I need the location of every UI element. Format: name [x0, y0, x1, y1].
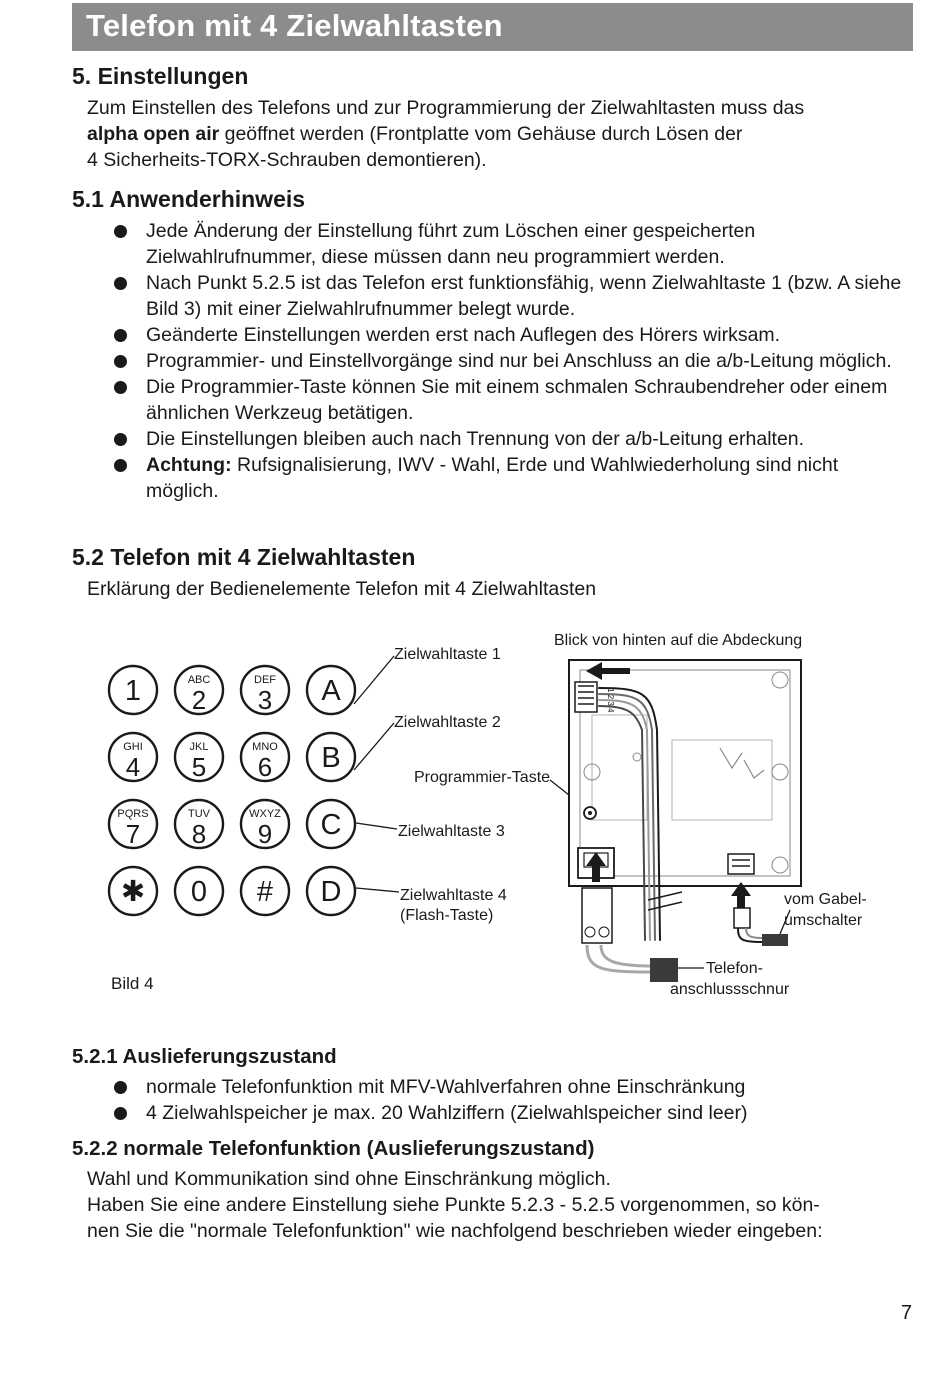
cord-plug: [650, 958, 678, 982]
bullet-icon: [114, 1081, 127, 1094]
figure-caption: Bild 4: [111, 974, 154, 993]
connector-pin-labels: 1 2 3 4: [606, 688, 615, 713]
keypad-key: [241, 733, 289, 782]
section-5-heading: 5. Einstellungen: [72, 63, 249, 89]
label-programmier-taste: Programmier-Taste: [414, 769, 551, 786]
bullet-icon: [114, 355, 127, 368]
gabel-cable-end: [762, 934, 788, 946]
warning-label: Achtung:: [146, 454, 232, 476]
key-label: 0: [190, 876, 208, 908]
list-item: Nach Punkt 5.2.5 ist das Telefon erst funktionsfähig, wenn Zielwahltaste 1 (bzw. A siehe Bild 3) mit einer Zielwahlrufnummer belegt wurde.: [72, 270, 902, 322]
key-label: 4: [125, 752, 141, 782]
key-letters: GHI: [123, 741, 143, 753]
bullet-icon: [114, 277, 127, 290]
back-cover: [569, 660, 801, 982]
key-label: B: [321, 742, 341, 774]
label-gabel-2: umschalter: [784, 912, 863, 929]
section-5-2-2-text: [87, 1166, 927, 1244]
key-letters: ABC: [187, 674, 211, 686]
key-letters: MNO: [252, 741, 278, 753]
cord-wire: [601, 945, 652, 966]
keypad-key: [175, 800, 223, 849]
key-label: 1: [124, 675, 142, 707]
key-label: 8: [191, 819, 207, 849]
keypad-key: [241, 666, 289, 715]
keypad-key: [175, 666, 223, 715]
break-mark-icon: [648, 902, 682, 910]
label-zielwahltaste-2: Zielwahltaste 2: [394, 714, 501, 731]
bullet-icon: [114, 433, 127, 446]
key-label: ✱: [120, 876, 146, 908]
keypad-key: [241, 800, 289, 849]
key-label: D: [320, 876, 342, 908]
bullet-icon: [114, 381, 127, 394]
key-letters: JKL: [189, 741, 209, 753]
cord-wire: [587, 945, 652, 972]
bullet-icon: [114, 225, 127, 238]
section-5-1-heading: 5.1 Anwenderhinweis: [72, 186, 306, 212]
bullet-icon: [114, 1107, 127, 1120]
keypad-key: [109, 867, 157, 915]
keypad-key: [307, 733, 355, 781]
terminal-block: [582, 888, 612, 943]
list-item: 4 Zielwahlspeicher je max. 20 Wahlziffern (Zielwahlspeicher sind leer): [72, 1100, 902, 1126]
section-5-2-2-line-1: Wahl und Kommunikation sind ohne Einschränkung möglich.: [87, 1168, 611, 1190]
section-5-2-1-heading: 5.2.1 Auslieferungszustand: [72, 1045, 337, 1068]
key-label: 3: [257, 685, 273, 715]
callout-line-z2: [354, 723, 394, 770]
label-flash-taste: (Flash-Taste): [400, 907, 494, 924]
keypad-key: [109, 800, 157, 849]
label-zielwahltaste-4: Zielwahltaste 4: [400, 887, 507, 904]
title-bar: [72, 3, 913, 51]
list-item: Jede Änderung der Einstellung führt zum Löschen einer gespeicherten Zielwahlrufnummer, diese müssen dann neu programmiert werden.: [72, 218, 902, 270]
section-5-2-2-line-3: nen Sie die "normale Telefonfunktion" wie nachfolgend beschrieben wieder eingeben:: [87, 1220, 823, 1242]
product-name: alpha open air: [87, 123, 220, 145]
key-label: 2: [191, 685, 207, 715]
gabel-connector: [728, 854, 754, 874]
programmier-taste-dot: [588, 811, 592, 815]
bullet-icon: [114, 329, 127, 342]
keypad-key: [109, 733, 157, 782]
break-mark-icon: [648, 892, 682, 900]
key-letters: PQRS: [117, 808, 149, 820]
gabel-wire: [746, 928, 762, 938]
section-5-2-intro: Erklärung der Bedienelemente Telefon mit 4 Zielwahltasten: [87, 578, 597, 600]
keypad-key: [307, 867, 355, 915]
label-zielwahltaste-1: Zielwahltaste 1: [394, 646, 501, 663]
keypad-key: [109, 666, 157, 714]
key-label: 5: [191, 752, 207, 782]
list-item: normale Telefonfunktion mit MFV-Wahlverfahren ohne Einschränkung: [72, 1074, 902, 1100]
page-title: Telefon mit 4 Zielwahltasten: [86, 8, 503, 43]
callout-line-z1: [354, 656, 394, 704]
gabel-wire: [738, 928, 762, 942]
key-letters: TUV: [188, 808, 210, 820]
key-label: A: [321, 675, 341, 707]
gabel-plug: [734, 908, 750, 928]
list-item: Die Programmier-Taste können Sie mit einem schmalen Schraubendreher oder einem ähnlichen Werkzeug betätigen.: [72, 374, 902, 426]
page-number: 7: [900, 1302, 912, 1324]
key-letters: WXYZ: [249, 808, 281, 820]
keypad-key: [175, 867, 223, 915]
callout-line-z3: [356, 823, 397, 829]
bullet-icon: [114, 459, 127, 472]
key-label: 7: [125, 819, 141, 849]
key-label: 9: [257, 819, 273, 849]
list-item: Achtung: Rufsignalisierung, IWV - Wahl, Erde und Wahlwiederholung sind nicht möglich.: [72, 452, 902, 504]
keypad-key: [307, 666, 355, 714]
section-5-1-list: [72, 218, 902, 504]
label-zielwahltaste-3: Zielwahltaste 3: [398, 823, 505, 840]
back-view-title: Blick von hinten auf die Abdeckung: [554, 632, 803, 649]
label-cord-1: Telefon-: [706, 960, 763, 977]
keypad-key: [307, 800, 355, 848]
label-cord-2: anschlussschnur: [670, 981, 790, 998]
key-label: #: [256, 876, 274, 908]
key-label: 6: [257, 752, 273, 782]
section-5-line-1: Zum Einstellen des Telefons und zur Programmierung der Zielwahltasten muss das: [87, 97, 805, 119]
list-item: Geänderte Einstellungen werden erst nach Auflegen des Hörers wirksam.: [72, 322, 902, 348]
section-5-2-2-line-2: Haben Sie eine andere Einstellung siehe Punkte 5.2.3 - 5.2.5 vorgenommen, so kön-: [87, 1194, 820, 1216]
key-letters: DEF: [254, 674, 276, 686]
section-5-line-2-rest: geöffnet werden (Frontplatte vom Gehäuse durch Lösen der: [219, 123, 743, 145]
keypad-key: [241, 867, 289, 915]
list-item: Die Einstellungen bleiben auch nach Trennung von der a/b-Leitung erhalten.: [72, 426, 902, 452]
keypad-key: [175, 733, 223, 782]
list-item: Programmier- und Einstellvorgänge sind nur bei Anschluss an die a/b-Leitung möglich.: [72, 348, 902, 374]
section-5-2-2-heading: 5.2.2 normale Telefonfunktion (Auslieferungszustand): [72, 1137, 595, 1160]
callout-line-z4: [356, 888, 399, 892]
figure-bild-4: [72, 620, 932, 1040]
section-5-line-2: [87, 121, 917, 147]
section-5-line-3: 4 Sicherheits-TORX-Schrauben demontieren).: [87, 149, 487, 171]
keypad: [109, 666, 355, 915]
section-5-text: [87, 95, 917, 173]
section-5-2-1-list: [72, 1074, 902, 1126]
key-label: C: [320, 809, 342, 841]
section-5-2-heading: 5.2 Telefon mit 4 Zielwahltasten: [72, 544, 416, 570]
label-gabel-1: vom Gabel-: [784, 891, 867, 908]
